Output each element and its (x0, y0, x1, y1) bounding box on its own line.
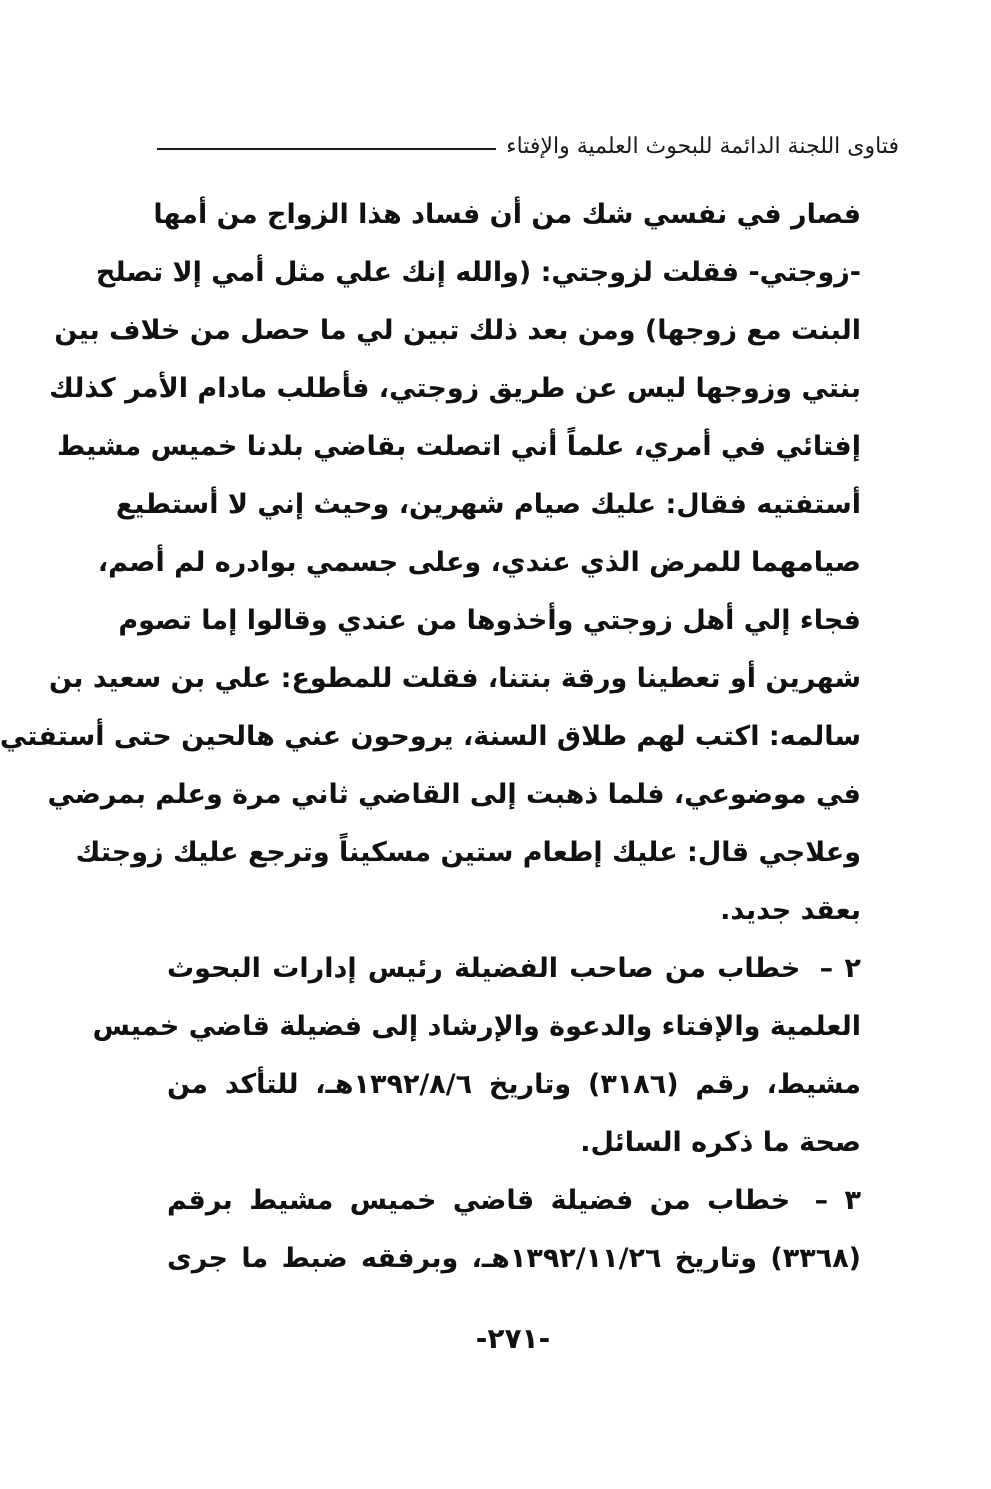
text-line: بعقد جديد. (720, 895, 861, 926)
text-line: سالمه: اكتب لهم طلاق السنة، يروحون عني هالحين حتى أستفتي (0, 721, 861, 752)
paragraph-1 (0, 186, 861, 940)
text-line: صيامهما للمرض الذي عندي، وعلى جسمي بوادره لم أصم، (97, 547, 861, 578)
item-number: ٣ – (814, 1185, 861, 1216)
text-line: إفتائي في أمري، علماً أني اتصلت بقاضي بلدنا خميس مشيط (57, 431, 861, 462)
item-text: خطاب من صاحب الفضيلة رئيس إدارات البحوث (167, 953, 801, 984)
header-rule (157, 148, 496, 150)
body-text (0, 186, 862, 1288)
text-line: شهرين أو تعطينا ورقة بنتنا، فقلت للمطوع: علي بن سعيد بن (49, 663, 861, 694)
text-line: -زوجتي- فقلت لزوجتي: (والله إنك علي مثل أمي إلا تصلح (95, 257, 861, 288)
item-2 (92, 940, 862, 1172)
text-line (167, 1172, 861, 1230)
text-line: صحة ما ذكره السائل. (580, 1127, 861, 1158)
text-line: أستفتيه فقال: عليك صيام شهرين، وحيث إني لا أستطيع (115, 489, 861, 520)
text-line: البنت مع زوجها) ومن بعد ذلك تبين لي ما حصل من خلاف بين (54, 315, 861, 346)
text-line: مشيط، رقم (٣١٨٦) وتاريخ ١٣٩٢/٨/٦هـ، للتأكد من (167, 1069, 862, 1100)
text-line (167, 940, 861, 998)
running-header (157, 128, 899, 164)
text-line: العلمية والإفتاء والدعوة والإرشاد إلى فضيلة قاضي خميس (92, 1011, 861, 1042)
text-line: وعلاجي قال: عليك إطعام ستين مسكيناً وترجع عليك زوجتك (75, 837, 861, 868)
text-line: بنتي وزوجها ليس عن طريق زوجتي، فأطلب مادام الأمر كذلك (49, 373, 861, 404)
item-text: خطاب من فضيلة قاضي خميس مشيط برقم (167, 1185, 791, 1216)
text-line: (٣٣٦٨) وتاريخ ١٣٩٢/١١/٢٦هـ، وبرفقه ضبط ما جرى (167, 1243, 862, 1274)
text-line: في موضوعي، فلما ذهبت إلى القاضي ثاني مرة وعلم بمرضي (47, 779, 861, 810)
running-header-title: فتاوى اللجنة الدائمة للبحوث العلمية والإفتاء (506, 133, 899, 159)
item-3 (167, 1172, 861, 1288)
page-number: -٢٧١- (475, 1322, 551, 1355)
item-number: ٢ – (819, 953, 861, 984)
text-line: فصار في نفسي شك من أن فساد هذا الزواج من أمها (153, 199, 861, 230)
text-line: فجاء إلي أهل زوجتي وأخذوها من عندي وقالوا إما تصوم (118, 605, 861, 636)
